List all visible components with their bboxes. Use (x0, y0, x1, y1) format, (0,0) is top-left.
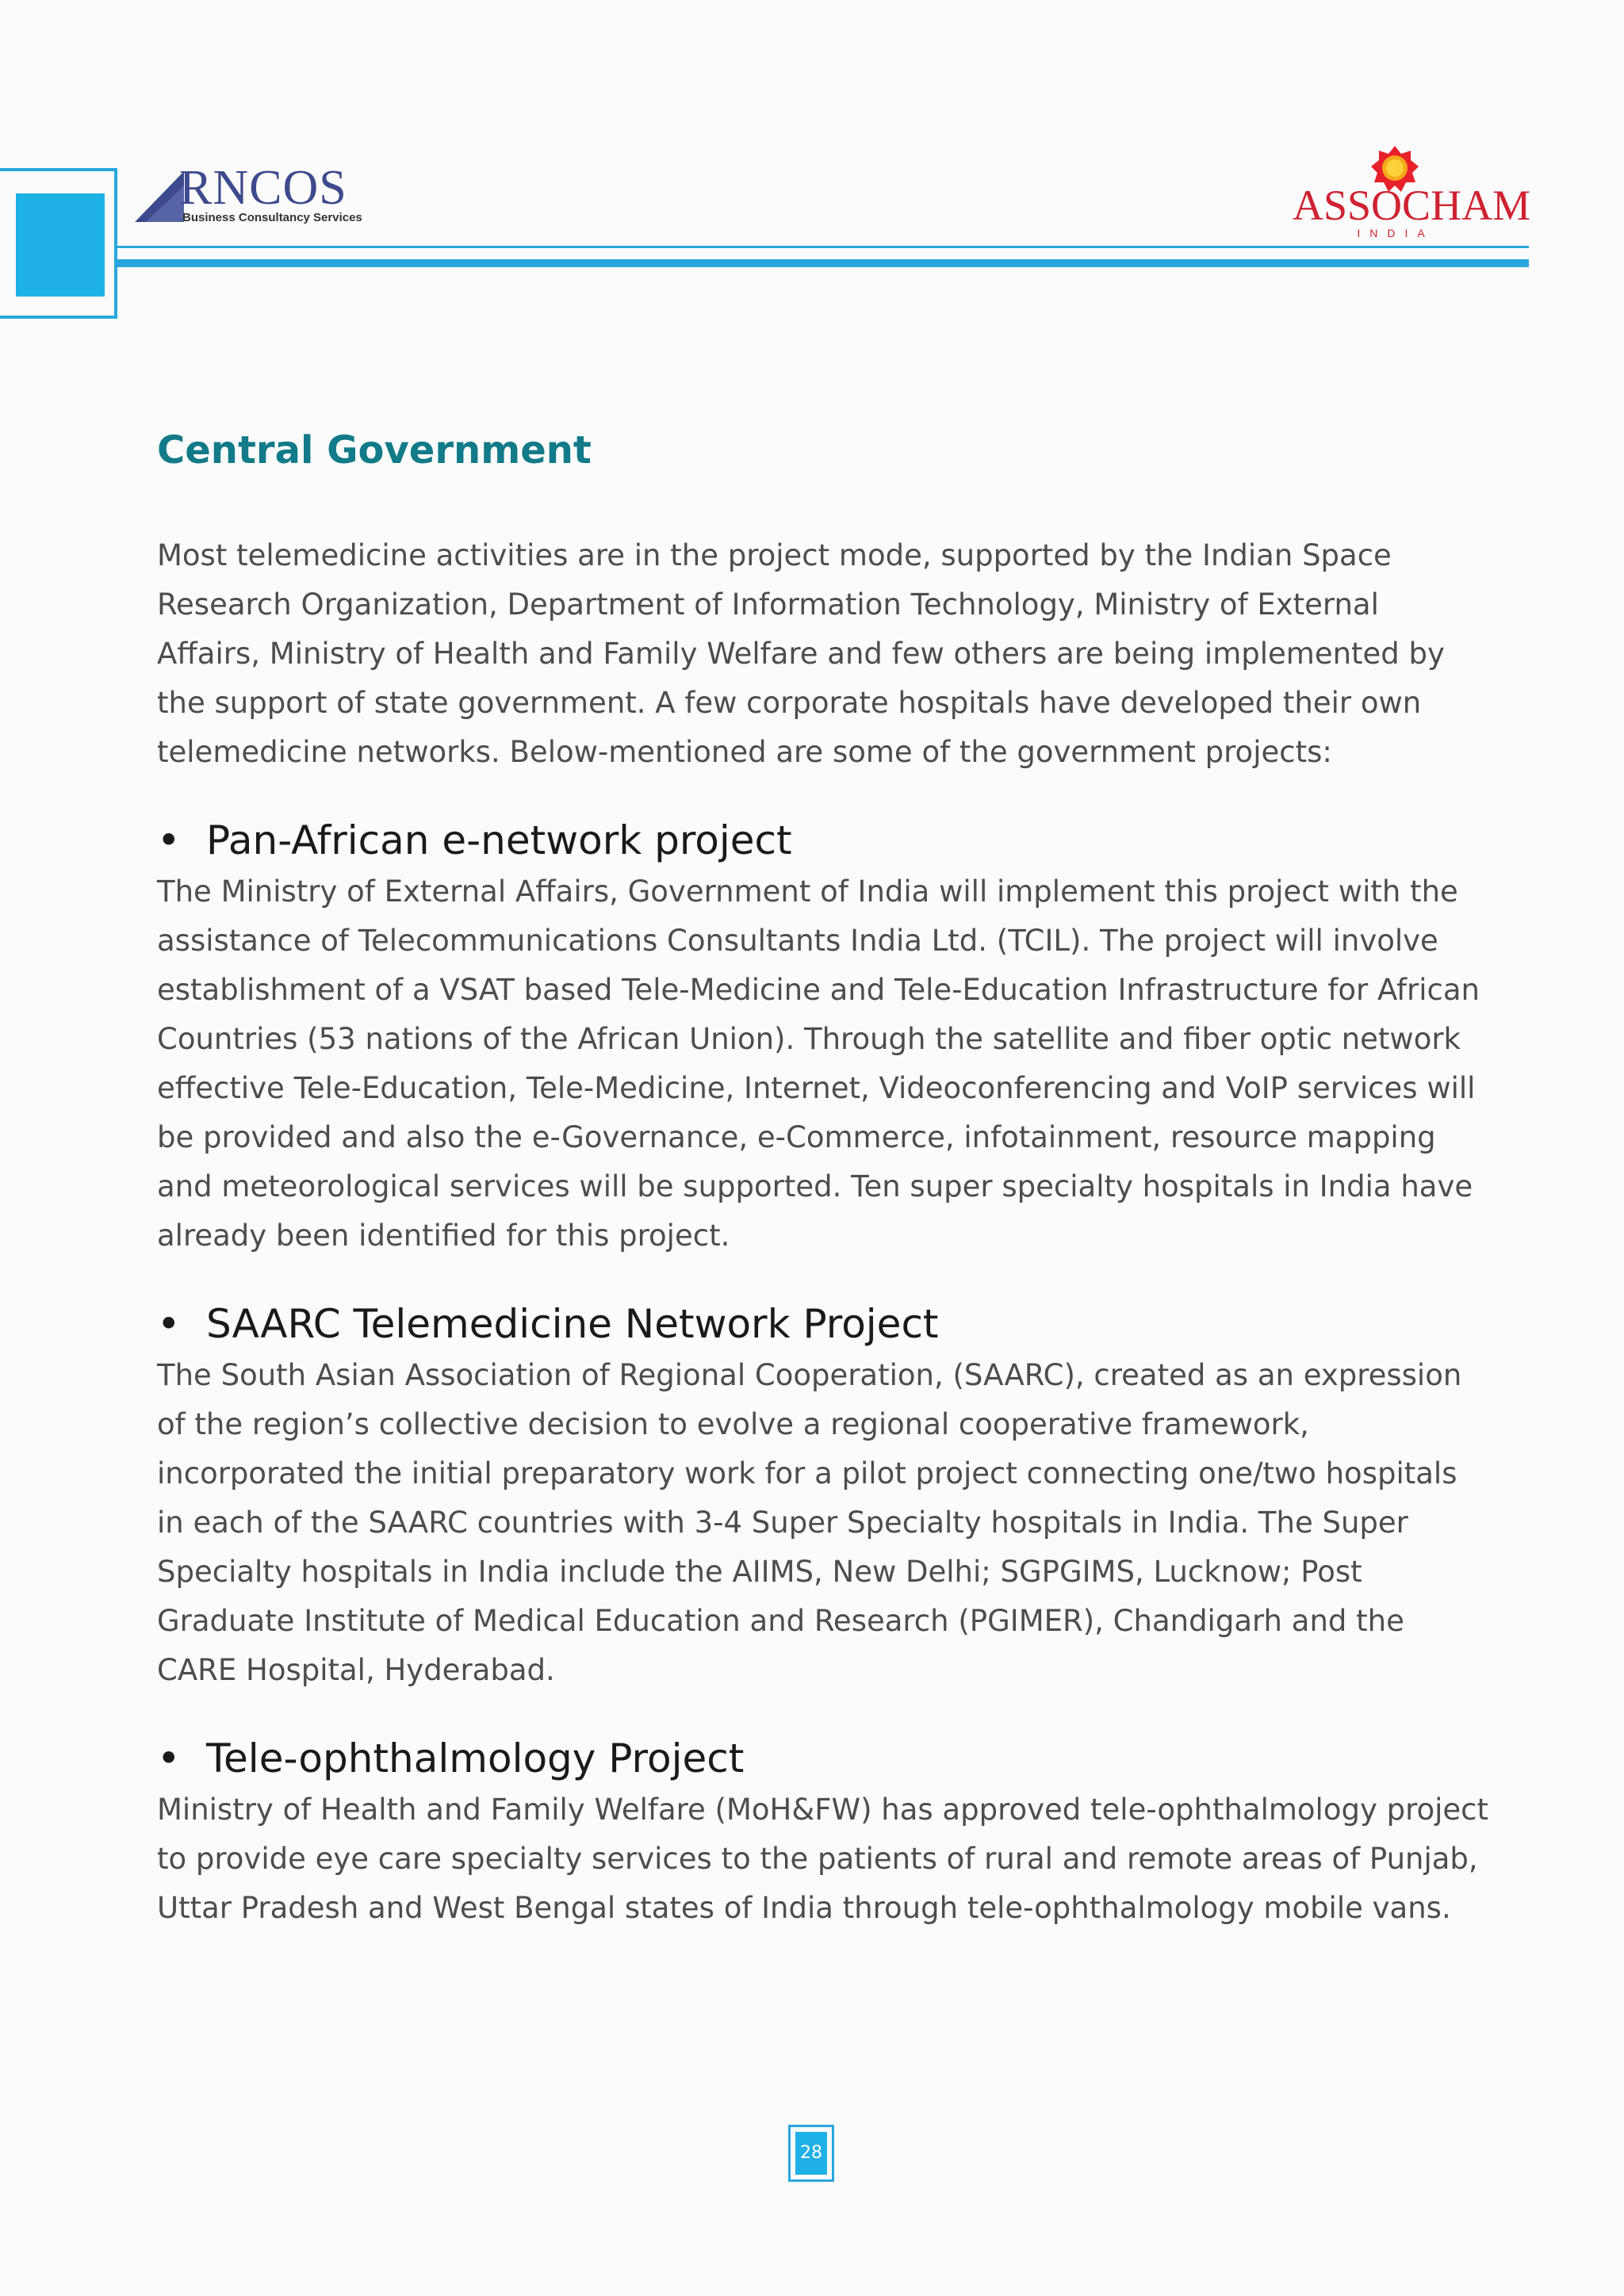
section-body-pan-african: The Ministry of External Affairs, Government of India will implement this project with the assistance of Telecommunications Consultants India Ltd. (TCIL). The project will involve establishment of a VSAT based Tele-Medicine and Tele-Education Infrastructure for African Countries (53 nations of the African Union). Through the satellite and fiber optic network effective Tele-Education, Tele-Medicine, Internet, Videoconferencing and VoIP services will be provided and also the e-Governance, e-Commerce, infotainment, resource mapping and meteorological services will be supported. Ten super specialty hospitals in India have already been identified for this project. (157, 874, 1480, 1253)
main-content (157, 428, 1489, 1933)
section-body-tele-ophthalmology: Ministry of Health and Family Welfare (MoH&FW) has approved tele-ophthalmology project to provide eye care specialty services to the patients of rural and remote areas of Punjab, Uttar Pradesh and West Bengal states of India through tele-ophthalmology mobile vans. (157, 1792, 1489, 1925)
rncos-logo (135, 161, 373, 225)
rncos-wordmark: RNCOS (179, 161, 347, 215)
assocham-country: INDIA (1357, 227, 1434, 239)
section-heading-pan-african (157, 813, 1489, 867)
corner-square (16, 193, 105, 297)
header-rule-thick (117, 259, 1529, 267)
assocham-wordmark: ASSOCHAM (1293, 182, 1531, 229)
section-heading-text: Pan-African e-network project (206, 817, 792, 863)
section-heading-text: Tele-ophthalmology Project (206, 1735, 745, 1781)
bullet-icon: • (157, 817, 181, 863)
assocham-logo (1293, 143, 1531, 239)
page-number: 28 (795, 2132, 827, 2175)
section-heading-saarc (157, 1297, 1489, 1351)
rncos-tagline: Business Consultancy Services (182, 211, 362, 224)
bullet-icon: • (157, 1735, 181, 1781)
header-rule-thin (117, 246, 1529, 248)
bullet-icon: • (157, 1300, 181, 1347)
section-heading-tele-ophthalmology (157, 1732, 1489, 1785)
section-heading-text: SAARC Telemedicine Network Project (206, 1300, 939, 1347)
section-body-saarc: The South Asian Association of Regional Cooperation, (SAARC), created as an expression of the region’s collective decision to evolve a regional cooperative framework, incorporated the initial preparatory work for a pilot project connecting one/two hospitals in each of the SAARC countries with 3-4 Super Specialty hospitals in India. The Super Specialty hospitals in India include the AIIMS, New Delhi; SGPGIMS, Lucknow; Post Graduate Institute of Medical Education and Research (PGIMER), Chandigarh and the CARE Hospital, Hyderabad. (157, 1357, 1462, 1687)
page-number-frame (788, 2125, 834, 2182)
page-title: Central Government (157, 428, 592, 473)
intro-paragraph: Most telemedicine activities are in the project mode, supported by the Indian Space Research Organization, Department of Information Technology, Ministry of External Affairs, Ministry of Health and Family Welfare and few others are being implemented by the support of state government. A few corporate hospitals have developed their own telemedicine networks. Below-mentioned are some of the government projects: (157, 538, 1445, 769)
